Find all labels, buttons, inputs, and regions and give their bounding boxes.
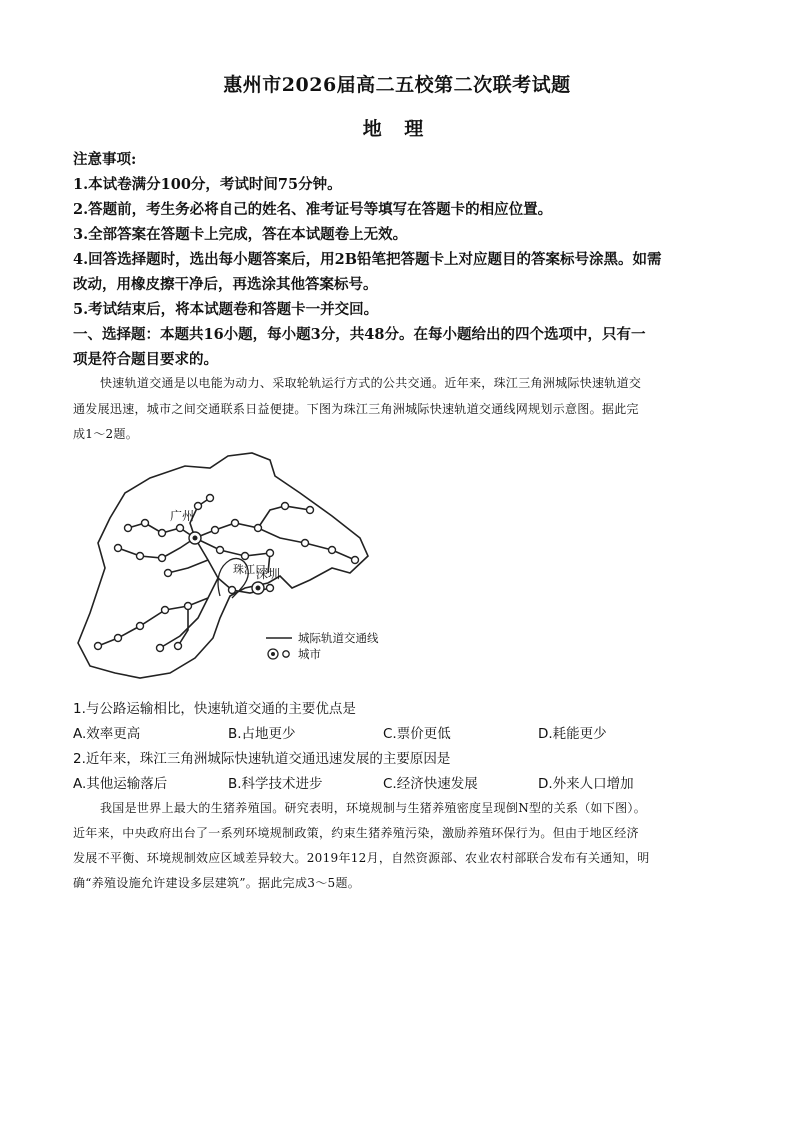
question-2-option-d[interactable]: D.外来人口增加	[538, 776, 634, 792]
note-item: 5.考试结束后，将本试题卷和答题卡一并交回。	[73, 301, 379, 318]
passage2-line: 近年来，中央政府出台了一系列环境规制政策，约束生猪养殖污染，激励养殖环保行为。但由于地区经济	[73, 826, 639, 840]
question-1-option-a[interactable]: A.效率更高	[73, 726, 141, 742]
note-item: 改动，用橡皮擦干净后，再选涂其他答案标号。	[73, 276, 378, 293]
major-city-guangzhou	[189, 532, 201, 544]
note-item: 4.回答选择题时，选出每小题答案后，用2B铅笔把答题卡上对应题目的答案标号涂黑。如需	[73, 251, 662, 268]
note-item: 3.全部答案在答题卡上完成，答在本试题卷上无效。	[73, 226, 408, 243]
passage2-line: 我国是世界上最大的生猪养殖国。研究表明，环境规制与生猪养殖密度呈现倒N型的关系（如下图）。	[100, 801, 647, 815]
section-heading: 一、选择题：本题共16小题，每小题3分，共48分。在每小题给出的四个选项中，只有一	[73, 326, 646, 343]
question-2-stem: 2.近年来，珠江三角洲城际快速轨道交通迅速发展的主要原因是	[73, 751, 451, 767]
legend-city-swatch	[283, 651, 289, 657]
legend-line-label: 城际轨道交通线	[298, 631, 379, 645]
question-1-option-b[interactable]: B.占地更少	[228, 726, 296, 742]
passage2-line: 发展不平衡、环境规制效应区域差异较大。2019年12月，自然资源部、农业农村部联合发布有关通知，明	[73, 851, 650, 865]
question-1-stem: 1.与公路运输相比，快速轨道交通的主要优点是	[73, 701, 356, 717]
passage2-line: 确“养殖设施允许建设多层建筑”。据此完成3～5题。	[73, 876, 361, 890]
legend-city-label: 城市	[298, 647, 321, 661]
city-nodes	[95, 495, 359, 652]
note-item: 2.答题前，考生务必将自己的姓名、准考证号等填写在答题卡的相应位置。	[73, 201, 553, 218]
passage1-line: 通发展迅速，城市之间交通联系日益便捷。下图为珠江三角洲城际快速轨道交通线网规划示意图。据此完	[73, 402, 639, 416]
label-guangzhou: 广州	[170, 509, 195, 523]
exam-subject: 地 理	[362, 118, 432, 140]
notes-heading: 注意事项:	[73, 151, 137, 168]
rail-network-map	[70, 448, 400, 688]
major-city-shenzhen	[252, 582, 264, 594]
question-2-option-a[interactable]: A.其他运输落后	[73, 776, 168, 792]
question-1-option-d[interactable]: D.耗能更少	[538, 726, 607, 742]
question-2-option-b[interactable]: B.科学技术进步	[228, 776, 323, 792]
label-shenzhen: 深圳	[256, 567, 281, 581]
question-1-option-c[interactable]: C.票价更低	[383, 726, 451, 742]
passage1-line: 成1～2题。	[73, 427, 139, 441]
exam-title: 惠州市2026届高二五校第二次联考试题	[223, 74, 571, 96]
label-zhujiangkou: 珠江口	[233, 563, 266, 576]
passage1-line: 快速轨道交通是以电能为动力、采取轮轨运行方式的公共交通。近年来，珠江三角洲城际快速轨道交	[100, 376, 642, 390]
question-2-option-c[interactable]: C.经济快速发展	[383, 776, 478, 792]
note-item: 1.本试卷满分100分，考试时间75分钟。	[73, 176, 342, 193]
section-heading-cont: 项是符合题目要求的。	[73, 351, 218, 368]
